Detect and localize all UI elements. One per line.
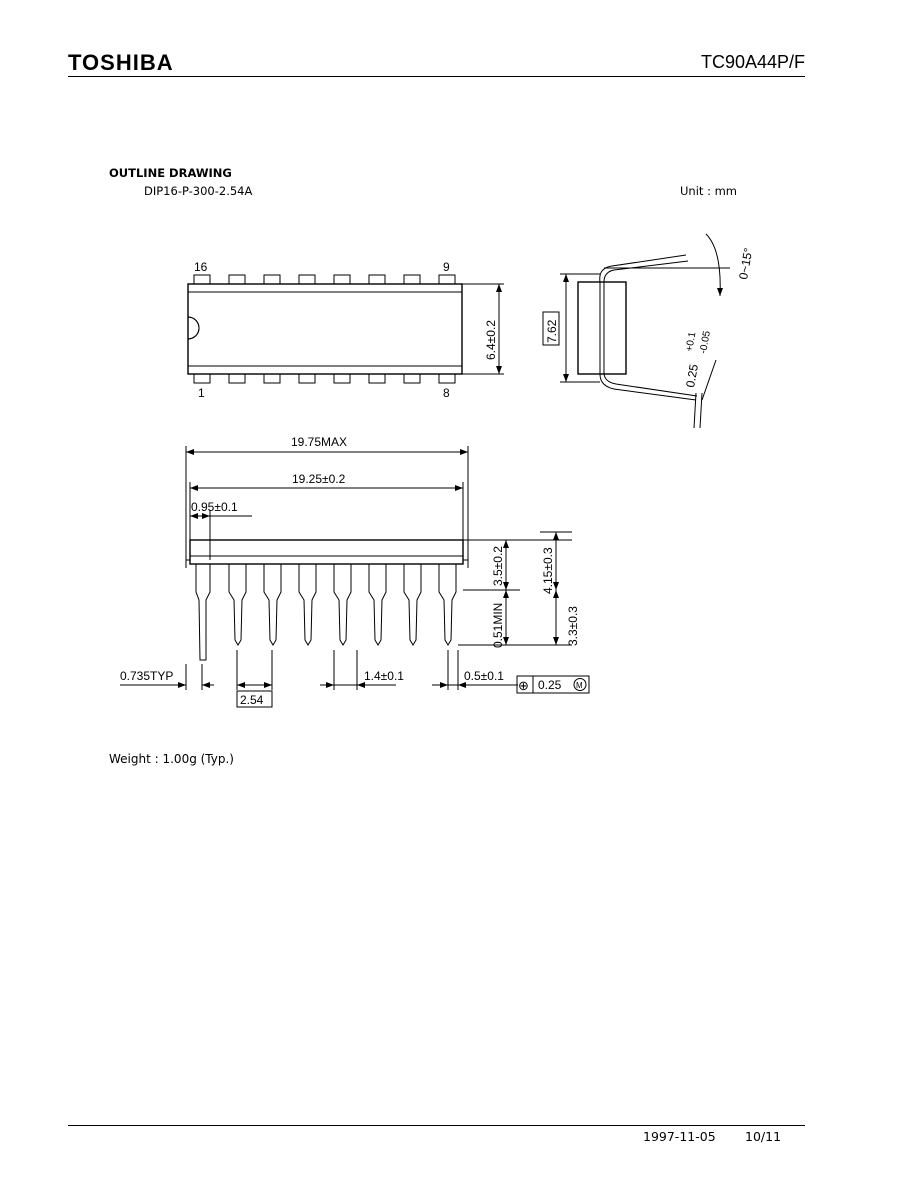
pin1-notch (188, 317, 199, 339)
dim-body-height: 3.5±0.2 (491, 546, 505, 586)
top-view (188, 260, 504, 400)
top-pins-lower (194, 374, 455, 383)
dim-width-body: 6.4±0.2 (484, 320, 498, 360)
part-number: TC90A44P/F (700, 52, 805, 72)
dim-standoff: 0.51MIN (491, 602, 505, 648)
footer-page-number: 10/11 (745, 1129, 782, 1144)
top-pins-upper (194, 275, 455, 284)
pin-label-8: 8 (443, 386, 450, 400)
dim-lead-width-typ: 0.735TYP (120, 669, 174, 683)
dim-lead-length: 3.3±0.3 (566, 606, 580, 646)
pin-label-1: 1 (198, 386, 205, 400)
dim-lead-thickness-plus: +0.1 (684, 331, 699, 353)
footer-date: 1997-11-05 (643, 1129, 716, 1144)
end-view (543, 234, 756, 428)
dim-pitch: 2.54 (240, 693, 264, 707)
dim-end-offset: 0.95±0.1 (191, 500, 238, 514)
dim-lead-thickness-minus: -0.05 (698, 330, 713, 355)
package-body (188, 284, 462, 374)
weight-note: Weight : 1.00g (Typ.) (109, 752, 234, 766)
package-code: DIP16-P-300-2.54A (144, 184, 253, 198)
side-leads (196, 564, 456, 660)
side-body (190, 540, 463, 564)
dim-lead-shoulder: 1.4±0.1 (364, 669, 404, 683)
mmc-symbol: M (576, 681, 583, 690)
dim-lead-thickness: 0.25 (683, 363, 702, 389)
position-symbol: ⊕ (518, 678, 529, 693)
section-title: OUTLINE DRAWING (109, 166, 232, 180)
dim-length-body: 19.25±0.2 (292, 472, 346, 486)
footer-rule (68, 1125, 805, 1126)
dim-angle: 0~15° (736, 246, 756, 281)
pin-label-16: 16 (194, 260, 208, 274)
brand-logo: TOSHIBA (68, 50, 174, 75)
end-view-body (578, 282, 626, 374)
unit-label: Unit : mm (680, 184, 738, 198)
dim-lead-tip: 0.5±0.1 (464, 669, 504, 683)
dim-length-max: 19.75MAX (291, 435, 348, 449)
dim-position-tol: 0.25 (538, 678, 562, 692)
dim-row-spacing: 7.62 (545, 319, 559, 343)
side-view (120, 435, 589, 707)
dim-total-height: 4.15±0.3 (541, 547, 555, 594)
pin-label-9: 9 (443, 260, 450, 274)
